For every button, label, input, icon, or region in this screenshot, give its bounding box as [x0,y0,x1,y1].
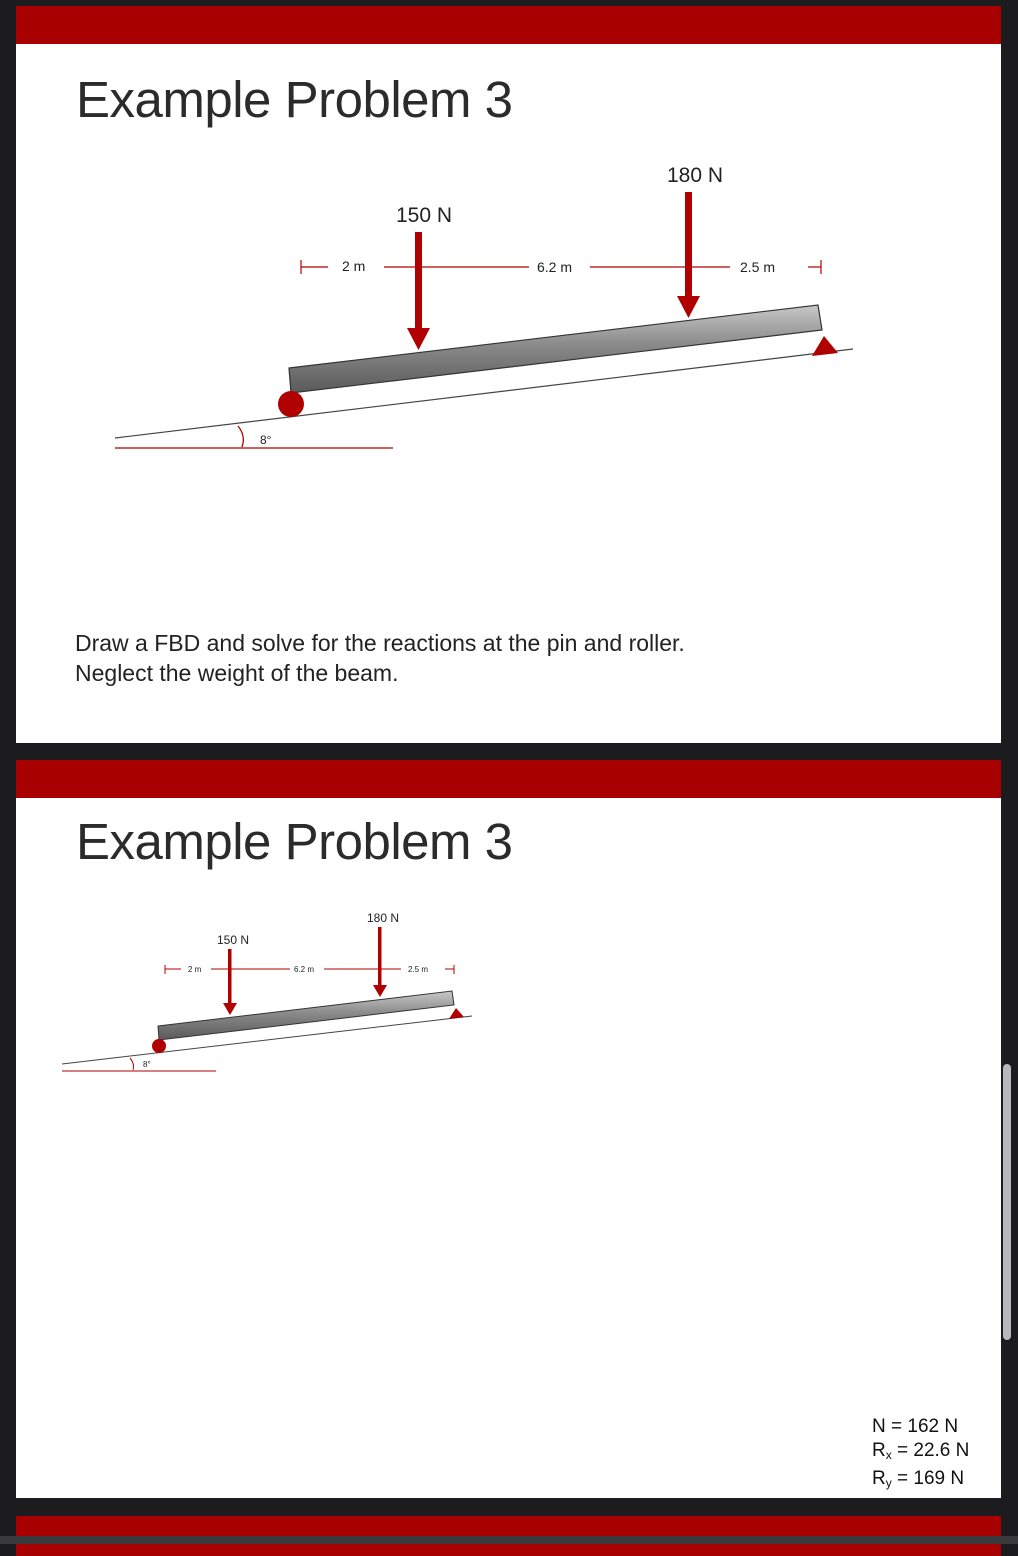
answer-reaction-x: $R_x = 22.6$ N [872,1439,970,1462]
slide-2 [16,760,1001,1498]
pin-support [812,336,838,356]
beam [158,991,454,1040]
dimension-label-middle: 6.2 m [294,965,315,974]
angle-arc [238,426,243,447]
force-label-180: 180 N [367,911,400,925]
bottom-strip [0,1536,1018,1544]
answer-reaction-y: $R_y = 169$ N [872,1468,965,1490]
force-label-180: 180 N [667,164,724,187]
force-arrow-shaft [378,927,382,985]
beam [289,305,822,393]
force-arrow-head [223,1003,237,1015]
force-arrow-head [407,328,430,350]
angle-label: 8° [143,1060,151,1069]
angle-label: 8° [260,433,272,447]
force-arrow-shaft [228,949,232,1003]
dimension-label-left: 2 m [188,965,202,974]
dimension-label-middle: 6.2 m [537,259,573,275]
force-arrow-shaft [415,232,422,328]
beam-diagram-small [16,760,1001,1498]
slide-title: Example Problem 3 [76,71,513,128]
dimension-label-right: 2.5 m [408,965,429,974]
problem-statement-line: Draw a FBD and solve for the reactions at the pin and roller. [75,630,685,656]
roller-support [152,1039,166,1053]
roller-support [278,391,304,417]
dimension-label-right: 2.5 m [740,259,776,275]
angle-arc [130,1058,134,1070]
scrollbar-thumb[interactable] [1003,1064,1011,1340]
problem-statement-line: Neglect the weight of the beam. [75,660,399,686]
force-arrow-head [677,296,700,318]
slide-1 [16,6,1001,743]
answer-normal-force: N = 162 N [872,1416,959,1437]
force-label-150: 150 N [217,933,250,947]
force-label-150: 150 N [396,204,453,227]
force-arrow-shaft [685,192,692,296]
slide-title: Example Problem 3 [76,813,513,870]
problem-statement [75,628,685,688]
answer-block [872,1415,969,1496]
force-arrow-head [373,985,387,997]
dimension-label-left: 2 m [342,258,366,274]
